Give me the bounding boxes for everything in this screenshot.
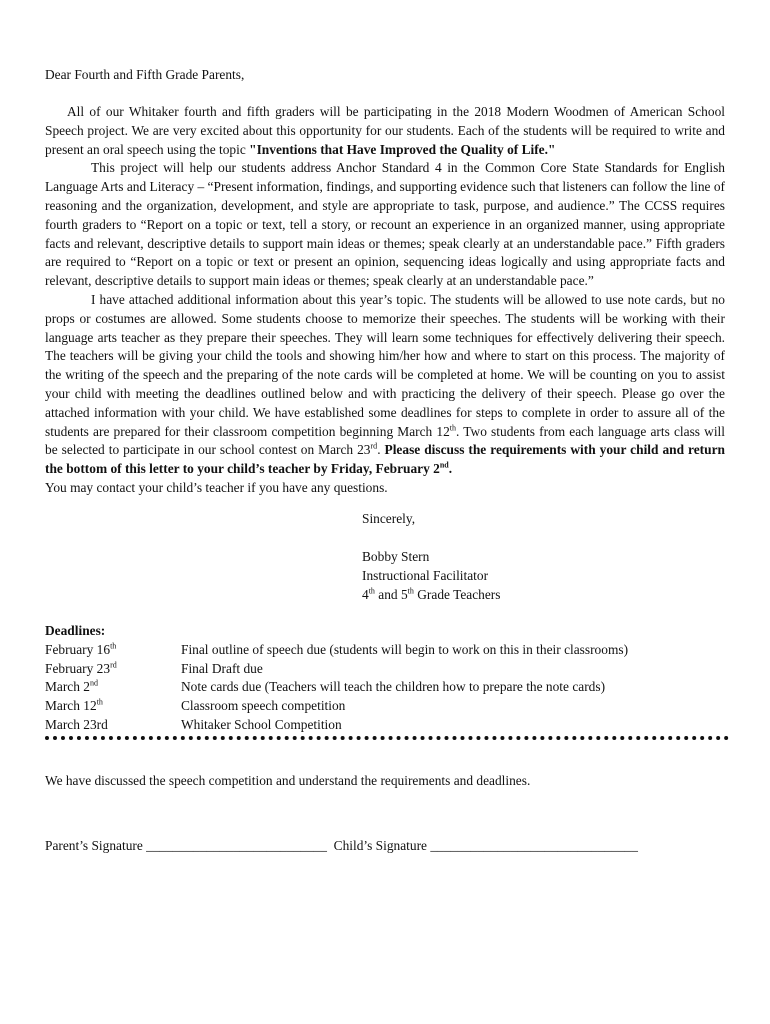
signer-teachers: 4th and 5th Grade Teachers	[362, 586, 501, 602]
salutation: Dear Fourth and Fifth Grade Parents,	[45, 67, 245, 82]
return-instruction-text: Please discuss the requirements with your child and return the bottom of this letter to your child’s teacher by Friday, February 2	[45, 442, 725, 477]
intro-paragraph	[45, 103, 725, 159]
deadline-date: February 16th	[45, 641, 117, 657]
deadlines-heading: Deadlines:	[45, 623, 106, 638]
details-text-a: I have attached additional information about this year’s topic. The students will be allowed to use note cards, but no props or costumes are allowed. Some students choose to memorize their speeches. The students will be working with their language arts teacher as they prepare their speeches. They will learn some techniques for effectively delivering their speech. The teachers will be giving your child the tools and showing him/her how and where to start on this process. The majority of the writing of the speech and the preparing of the note cards will be completed at home. We will be counting on you to assist your child with meeting the deadlines outlined below and with practicing the delivery of their speech. Please go over the attached information with your child. We have established some deadlines for steps to complete in order to assure all of the students are prepared for their classroom competition beginning March 12	[45, 291, 725, 439]
deadline-date: March 12th	[45, 697, 103, 714]
deadline-row	[45, 716, 725, 735]
parent-signature-line[interactable]: Parent’s Signature ___________________________	[45, 838, 327, 853]
deadline-task: Final Draft due	[181, 660, 263, 676]
deadlines-section	[45, 622, 725, 734]
deadline-row	[45, 678, 725, 697]
intro-text: All of our Whitaker fourth and fifth graders will be participating in the 2018 Modern Woodmen of American School Speech project. We are very excited about this opportunity for our students. Each of the students will be required to write and present an oral speech using the topic	[45, 104, 725, 157]
contact-line: You may contact your child’s teacher if you have any questions.	[45, 479, 388, 495]
details-text-b: . Two students from each language arts class will be selected to participate in our school contest on March 23	[45, 423, 725, 458]
signature-lines	[45, 837, 638, 856]
ordinal-suffix: rd	[370, 441, 378, 451]
deadline-row	[45, 697, 725, 716]
deadline-date: March 23rd	[45, 716, 108, 732]
child-signature-line[interactable]: Child’s Signature _______________________________	[333, 838, 638, 853]
deadline-task: Note cards due (Teachers will teach the children how to prepare the note cards)	[181, 679, 606, 695]
deadline-date: March 2nd	[45, 678, 98, 695]
deadline-row	[45, 660, 725, 679]
speech-topic: "Inventions that Have Improved the Quality of Life."	[249, 141, 556, 157]
deadline-task: Whitaker School Competition	[181, 716, 342, 732]
signer-name: Bobby Stern	[362, 549, 430, 564]
standards-paragraph: This project will help our students address Anchor Standard 4 in the Common Core State Standards for English Language Arts and Literacy – “Present information, findings, and supporting evidence such that listeners can follow the line of reasoning and the organization, development, and style are appropriate to task, purpose, and audience.” The CCSS requires fourth graders to “Report on a topic or text, tell a story, or recount an experience in an organized manner, using appropriate facts and relevant, descriptive details to support main ideas or themes; speak clearly at an understandable pace.” Fifth graders are required to “Report on a topic or text or present an opinion, sequencing ideas logically and using appropriate facts and relevant, descriptive details to support main ideas or themes; speak clearly at an understandable pace.”	[45, 160, 725, 289]
deadline-task: Classroom speech competition	[181, 698, 346, 714]
details-text-c: .	[377, 442, 385, 458]
closing-sincerely: Sincerely,	[362, 511, 416, 526]
deadline-task: Final outline of speech due (students will begin to work on this in their classrooms)	[181, 642, 629, 657]
ordinal-suffix: nd	[439, 460, 449, 470]
letter-body	[45, 103, 725, 498]
closing-block	[362, 510, 500, 605]
acknowledgement-statement: We have discussed the speech competition and understand the requirements and deadlines.	[45, 773, 531, 788]
details-paragraph	[45, 291, 725, 479]
return-instruction-end: .	[448, 461, 453, 477]
cut-line-divider	[45, 736, 729, 740]
deadline-date: February 23rd	[45, 660, 117, 676]
ordinal-suffix: th	[449, 423, 457, 433]
signer-title: Instructional Facilitator	[362, 568, 489, 583]
deadline-row	[45, 641, 725, 660]
